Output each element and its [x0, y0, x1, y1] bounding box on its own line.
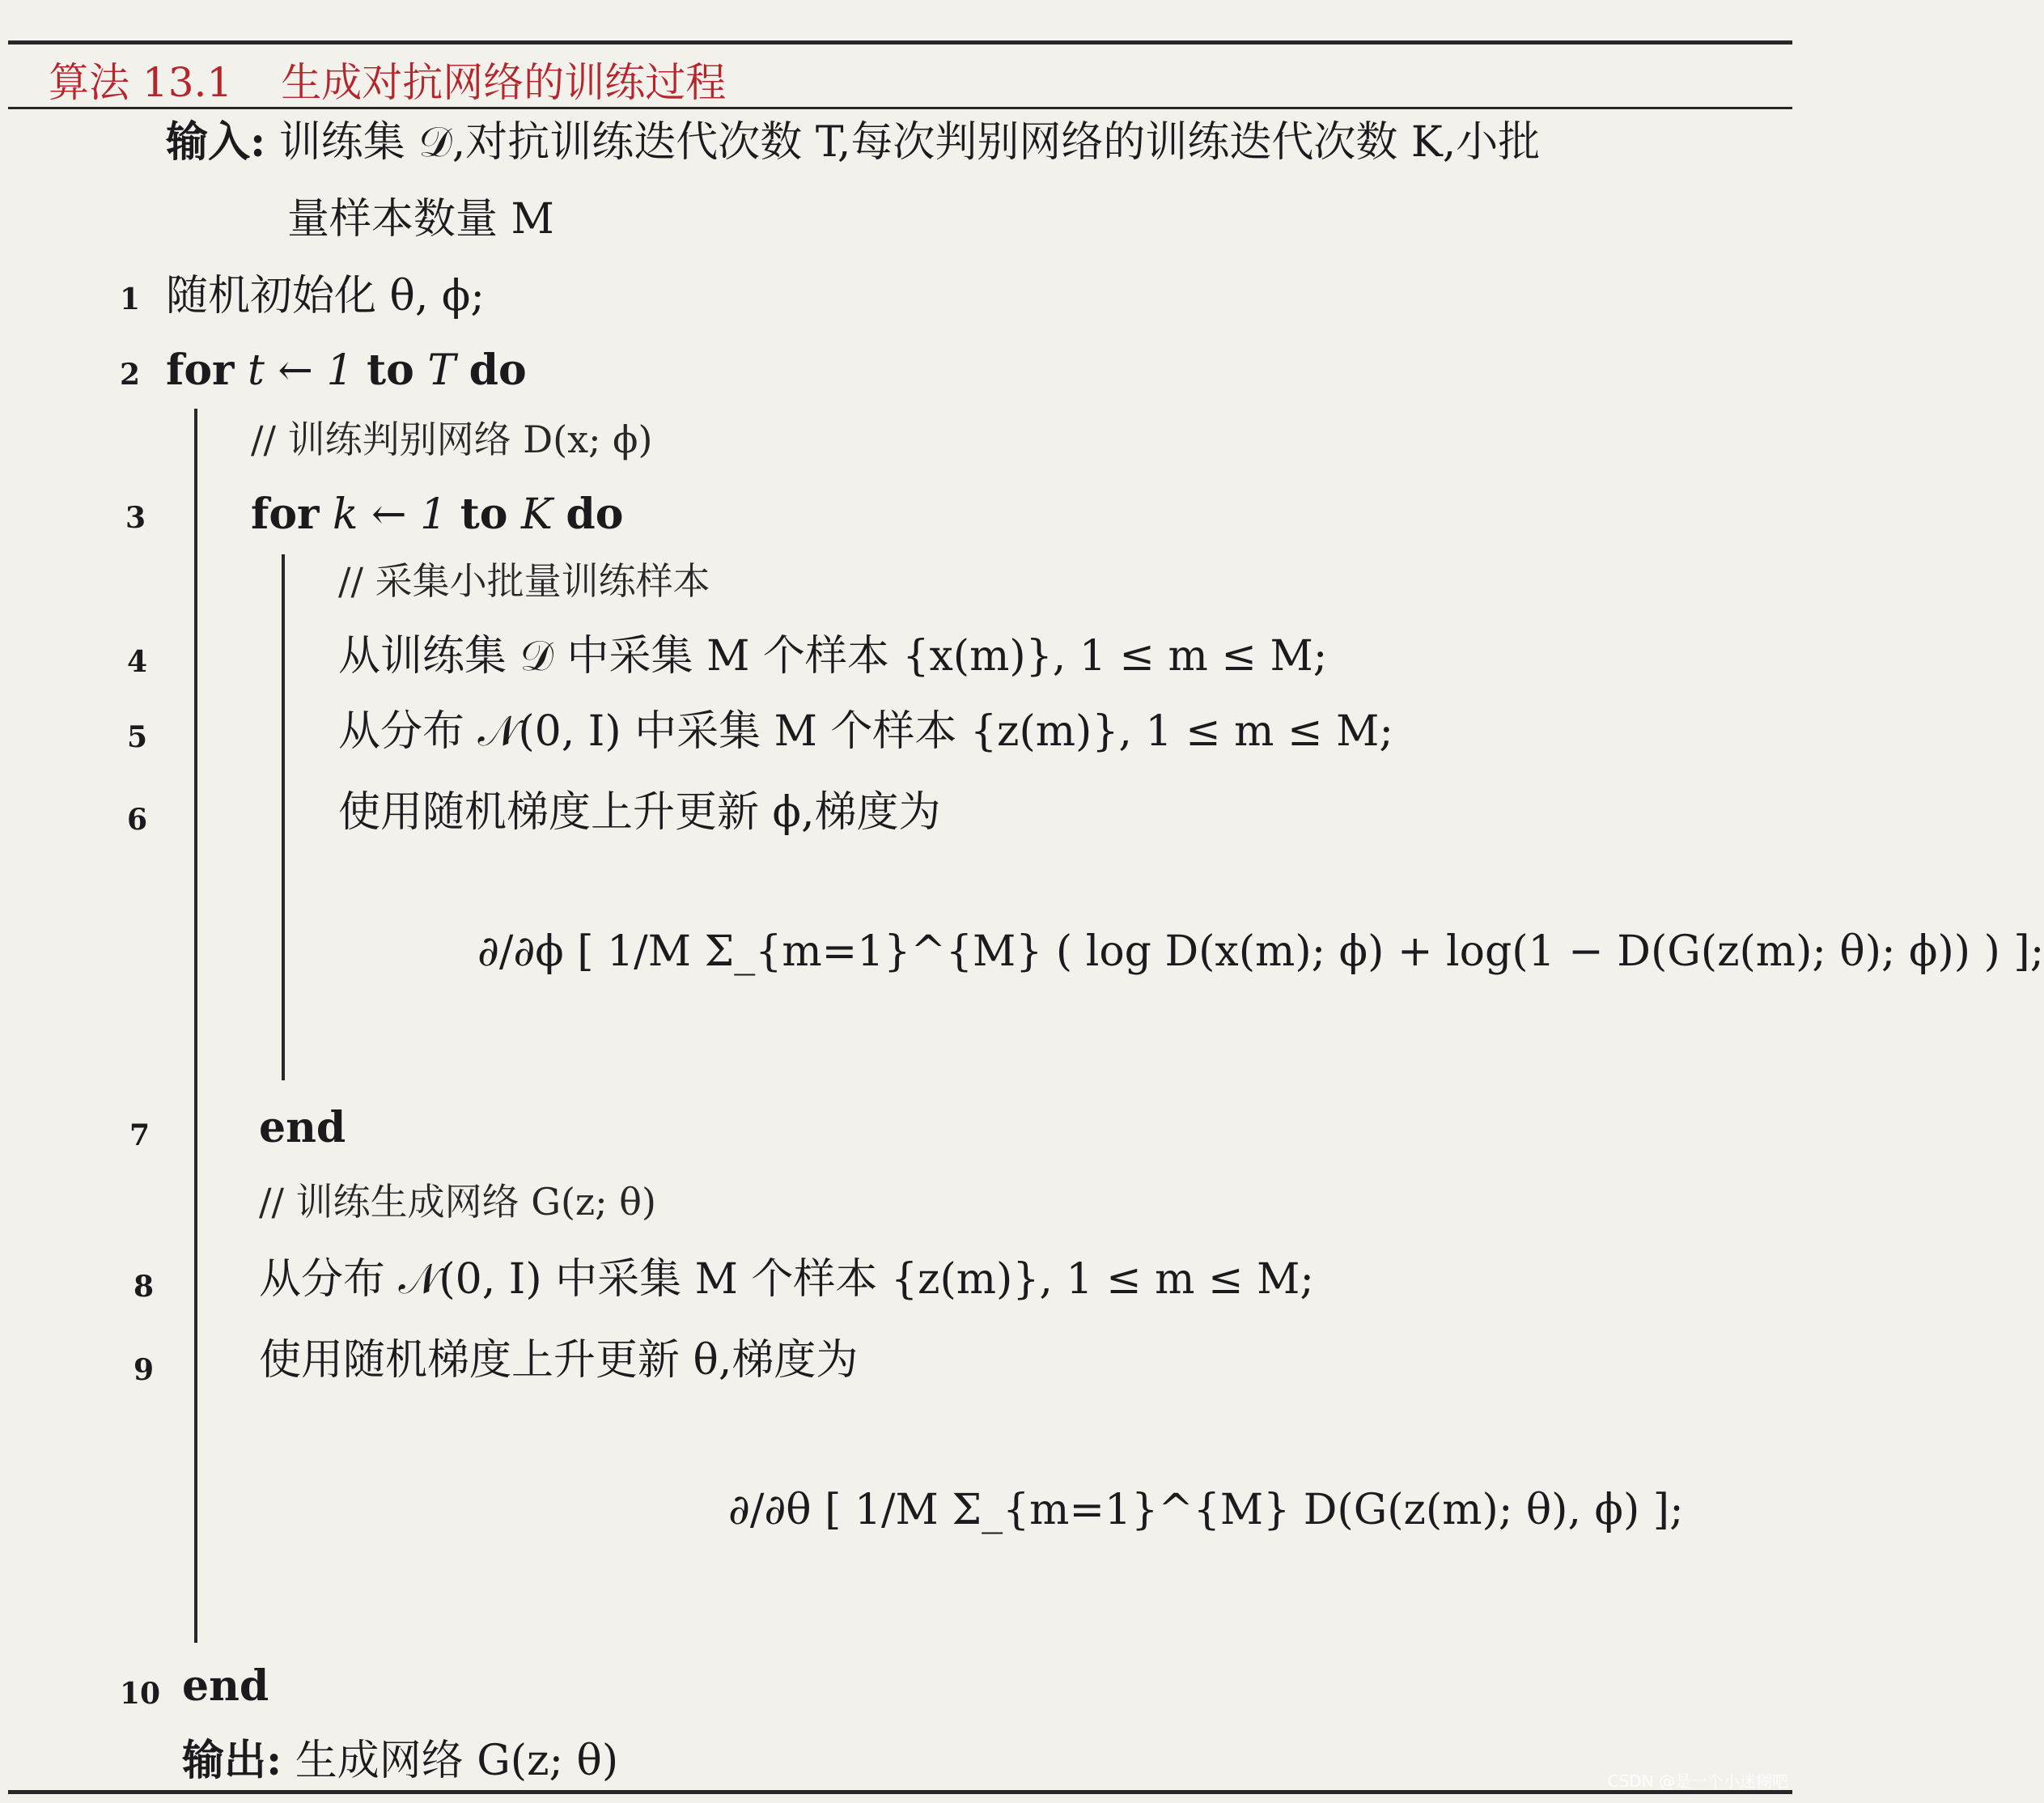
top-rule [8, 40, 1792, 45]
header-rule [8, 107, 1792, 109]
input-text-1: 训练集 𝒟,对抗训练迭代次数 T,每次判别网络的训练迭代次数 K,小批 [278, 118, 1541, 167]
input-text-2: 量样本数量 M [287, 195, 554, 244]
input-label: 输入: [166, 117, 266, 167]
line-6-text: 使用随机梯度上升更新 ϕ,梯度为 [338, 788, 941, 837]
line-2-text [166, 346, 527, 395]
line-9-text: 使用随机梯度上升更新 θ,梯度为 [259, 1336, 859, 1385]
line-4-text: 从训练集 𝒟 中采集 M 个样本 {x(m)}, 1 ≤ m ≤ M; [338, 632, 1328, 681]
line-number: 2 [120, 358, 141, 392]
input-line-2 [287, 195, 554, 244]
comment-train-generator: // 训练生成网络 G(z; θ) [259, 1180, 656, 1224]
line-number: 3 [125, 501, 146, 535]
line-5-text: 从分布 𝒩(0, I) 中采集 M 个样本 {z(m)}, 1 ≤ m ≤ M; [338, 707, 1393, 756]
line-number: 5 [127, 720, 148, 754]
loop-bound: K [507, 490, 566, 539]
keyword-do: do [469, 346, 527, 395]
comment-train-discriminator: // 训练判别网络 D(x; ϕ) [251, 418, 653, 461]
line-number: 10 [120, 1677, 161, 1711]
loop-range: t ← 1 [234, 346, 367, 395]
generator-gradient-formula: ∂/∂θ [ 1/M Σ_{m=1}^{M} D(G(z(m); θ), ϕ) ]; [728, 1486, 1684, 1534]
keyword-to: to [460, 490, 508, 539]
line-number: 7 [129, 1118, 151, 1152]
line-1-text: 随机初始化 θ, ϕ; [166, 272, 485, 320]
line-10-end: end [182, 1661, 269, 1711]
loop-bound: T [413, 346, 469, 395]
inner-loop-bar [282, 554, 285, 1080]
line-number: 9 [134, 1353, 155, 1387]
line-8-text: 从分布 𝒩(0, I) 中采集 M 个样本 {z(m)}, 1 ≤ m ≤ M; [259, 1255, 1314, 1304]
algorithm-title [49, 50, 726, 108]
comment-sample-minibatch: // 采集小批量训练样本 [338, 559, 710, 603]
keyword-to: to [367, 346, 414, 395]
outer-loop-bar [194, 409, 197, 1643]
algorithm-title-label: 算法 13.1 [49, 59, 233, 106]
discriminator-gradient-formula: ∂/∂ϕ [ 1/M Σ_{m=1}^{M} ( log D(x(m); ϕ) + log(1 − D(G(z(m); θ); ϕ)) ) ]; [477, 927, 2044, 976]
bottom-rule [8, 1790, 1792, 1794]
line-number: 1 [120, 282, 141, 316]
line-number: 8 [134, 1270, 155, 1304]
loop-range: k ← 1 [319, 490, 460, 539]
output-text: 生成网络 G(z; θ) [295, 1737, 619, 1785]
line-7-end: end [259, 1103, 346, 1152]
keyword-do: do [566, 490, 624, 539]
algorithm-title-text: 生成对抗网络的训练过程 [281, 59, 727, 106]
line-3-text [251, 490, 624, 539]
line-number: 6 [127, 803, 148, 837]
keyword-for: for [166, 346, 235, 395]
input-line-1 [166, 117, 1541, 167]
line-number: 4 [127, 645, 148, 679]
output-line [182, 1736, 619, 1785]
output-label: 输出: [182, 1736, 282, 1785]
keyword-for: for [251, 490, 320, 539]
watermark: CSDN @是一个小迷糊吧 [1607, 1771, 1788, 1791]
